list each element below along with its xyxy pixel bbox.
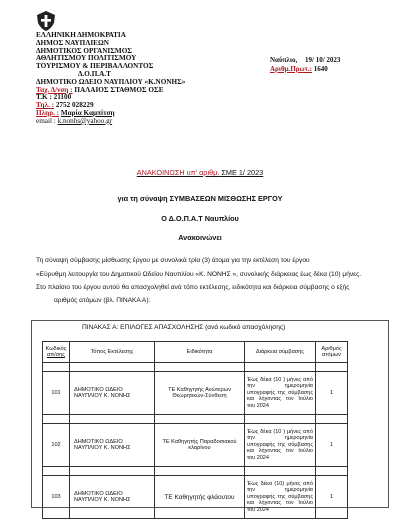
sender-line: ΔΗΜΟΤΙΚΟ ΩΔΕΙΟ ΝΑΥΠΛΙΟΥ «Κ.ΝΟΝΗΣ»: [36, 77, 186, 86]
postcode-label: Τ.Κ :: [36, 93, 52, 102]
phone-value: 2752 028229: [55, 101, 94, 110]
body-paragraph: Στο πλαίσιο του έργου αυτού θα απασχοληθεί ανά τόπο εκτέλεσης, ειδικότητα και διάρκεια σύμβασης ο εξής: [36, 284, 350, 291]
date-block: [270, 56, 340, 73]
phone-label: Τηλ. :: [36, 101, 55, 110]
announcement-purpose: για τη σύναψη ΣΥΜΒΑΣΕΩΝ ΜΙΣΘΩΣΗΣ ΕΡΓΟΥ: [117, 194, 283, 203]
email-line: [36, 118, 236, 126]
cell-duration: Έως δέκα (10) μήνες από την ημερομηνία υπογραφής της σύμβασης και λήγοντας τον Ιούλιο του 2024: [245, 476, 316, 519]
protocol-label: Αριθμ.Πρωτ.:: [270, 64, 312, 73]
address-label: Ταχ. Δ/νση :: [36, 85, 73, 94]
header-code: [43, 342, 70, 363]
greek-emblem-icon: [33, 10, 59, 32]
email-label: email :: [36, 116, 56, 125]
cell-place: ΔΗΜΟΤΙΚΟ ΩΔΕΙΟ ΝΑΥΠΛΙΟΥ Κ. ΝΟΝΗΣ: [70, 372, 155, 415]
cell-count: 1: [316, 476, 348, 519]
body-paragraph: «Εύρυθμη λειτουργία του Δημοτικού Ωδείου Ναυπλίου «Κ. ΝΟΝΗΣ », συνολικής διάρκειας έως δέκα (10) μήνες.: [36, 271, 362, 278]
table-row: [43, 424, 348, 467]
date-label: Ναύπλιο,: [270, 56, 298, 64]
table-spacer-row: [43, 467, 348, 476]
positions-table: [42, 341, 348, 519]
announcement-verb: Ανακοινώνει: [178, 233, 222, 242]
cell-place: ΔΗΜΟΤΙΚΟ ΩΔΕΙΟ ΝΑΥΠΛΙΟΥ Κ. ΝΟΝΗΣ: [70, 424, 155, 467]
header-code-line1: Κωδικός: [45, 346, 67, 352]
sender-line: ΤΟΥΡΙΣΜΟΥ & ΠΕΡΙΒΑΛΛΟΝΤΟΣ: [36, 62, 154, 71]
cell-spec: ΤΕ Καθηγητής φλάουτου: [155, 476, 245, 519]
header-count-line2: ατόμων: [322, 352, 341, 358]
sender-line: ΕΛΛΗΝΙΚΗ ΔΗΜΟΚΡΑΤΙΑ: [36, 31, 126, 39]
info-value: Μαρία Καμπίτση: [60, 108, 115, 117]
cell-duration: Έως δέκα (10 ) μήνες από την ημερομηνία υπογραφής της σύμβασης και λήγοντας τον Ιούλιο του 2024: [245, 372, 316, 415]
table-title: ΠΙΝΑΚΑΣ Α: ΕΠΙΛΟΓΕΣ ΑΠΑΣΧΟΛΗΣΗΣ (ανά κωδικό απασχόλησης): [82, 324, 286, 331]
email-value[interactable]: k.nonhs@yahoo.gr: [57, 116, 113, 125]
address-value: ΠΑΛΑΙΟΣ ΣΤΑΘΜΟΣ ΟΣΕ: [74, 85, 164, 94]
date-value: 19/ 10/ 2023: [305, 56, 341, 64]
sender-line: Δ.Ο.Π.Α.Τ: [78, 69, 111, 78]
cell-spec: ΤΕ Καθηγητής Ανώτερων Θεωρητικών-Σύνθεση: [155, 372, 245, 415]
sender-line: ΔΗΜΟΣ ΝΑΥΠΛΙΕΩΝ: [36, 38, 109, 47]
sender-line: ΑΘΛΗΤΙΣΜΟΥ ΠΟΛΙΤΙΣΜΟΥ: [36, 54, 137, 63]
cell-count: 1: [316, 424, 348, 467]
info-label: Πληρ. :: [36, 108, 60, 117]
date-line: [270, 56, 340, 65]
sender-line: ΔΗΜΟΤΙΚΟΣ ΟΡΓΑΝΙΣΜΟΣ: [36, 46, 132, 55]
sender-block: [36, 32, 236, 126]
cell-count: 1: [316, 372, 348, 415]
table-header-row: [43, 342, 348, 363]
postcode-value: 21100: [53, 93, 72, 102]
cell-code: 103: [43, 476, 70, 519]
header-spec: Ειδικότητα: [155, 342, 245, 363]
table-spacer-row: [43, 415, 348, 424]
header-count: [316, 342, 348, 363]
protocol-line: [270, 65, 340, 74]
body-paragraph: αριθμός ατόμων (βλ. ΠΙΝΑΚΑ Α):: [54, 297, 151, 304]
header-code-line2: απ/σης: [47, 352, 65, 358]
cell-code: 102: [43, 424, 70, 467]
header-count-line1: Αριθμός: [321, 346, 342, 352]
table-row: [43, 476, 348, 519]
table-row: [43, 372, 348, 415]
table-spacer-row: [43, 363, 348, 372]
announcement-number: ΣΜΕ 1/ 2023: [221, 168, 264, 177]
announcement-org: Ο Δ.Ο.Π.Α.Τ Ναυπλίου: [161, 214, 239, 223]
announcement-title: [0, 168, 400, 177]
header-place: Τόπος Εκτέλεσης: [70, 342, 155, 363]
header-duration: Διάρκεια σύμβασης: [245, 342, 316, 363]
protocol-value: 1640: [313, 64, 328, 73]
body-paragraph: Τη σύναψη σύμβασης μίσθωσης έργου με συνολικά τρία (3) άτομα για την εκτέλεση του έργου: [36, 257, 310, 264]
cell-duration: Έως δέκα (10 ) μήνες από την ημερομηνία υπογραφής της σύμβασης και λήγοντας τον Ιούλιο του 2024: [245, 424, 316, 467]
cell-code: 101: [43, 372, 70, 415]
cell-place: ΔΗΜΟΤΙΚΟ ΩΔΕΙΟ ΝΑΥΠΛΙΟΥ Κ. ΝΟΝΗΣ: [70, 476, 155, 519]
cell-spec: ΤΕ Καθηγητής Παραδοσιακού κλαρίνου: [155, 424, 245, 467]
announcement-prefix: ΑΝΑΚΟΙΝΩΣΗ υπ' αριθμ.: [136, 168, 220, 177]
